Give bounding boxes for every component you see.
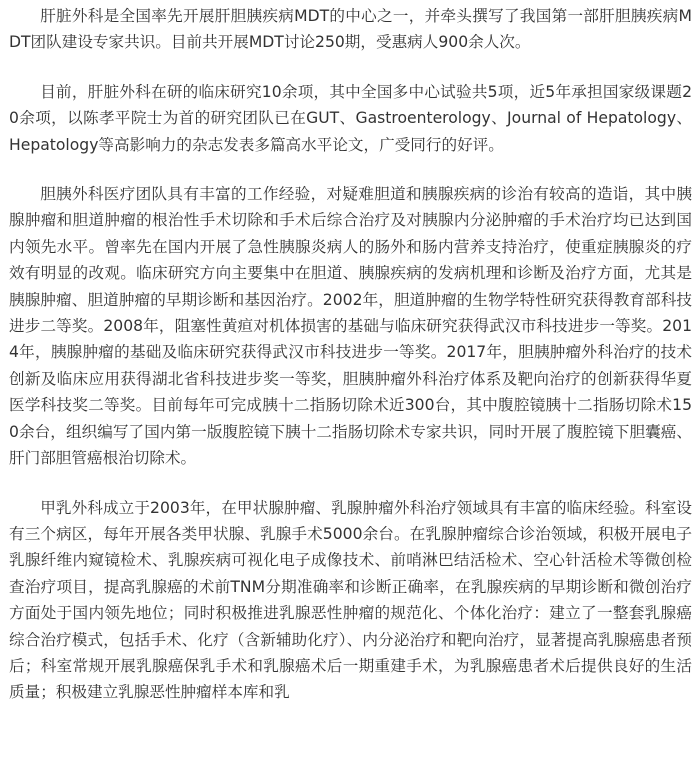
paragraph-thyroid-breast-surgery: 甲乳外科成立于2003年，在甲状腺肿瘤、乳腺肿瘤外科治疗领域具有丰富的临床经验。科室设有三个病区，每年开展各类甲状腺、乳腺手术5000余台。在乳腺肿瘤综合诊治领域，积极开展电子乳腺纤维内窥镜检术、乳腺疾病可视化电子成像技术、前哨淋巴结活检术、空心针活检术等微创检查治疗项目，提高乳腺癌的术前TNM分期准确率和诊断正确率，在乳腺疾病的早期诊断和微创治疗方面处于国内领先地位；同时积极推进乳腺恶性肿瘤的规范化、个体化治疗：建立了一整套乳腺癌综合治疗模式，包括手术、化疗（含新辅助化疗）、内分泌治疗和靶向治疗，显著提高乳腺癌患者预后；科室常规开展乳腺癌保乳手术和乳腺癌术后一期重建手术，为乳腺癌患者术后提供良好的生活质量；积极建立乳腺恶性肿瘤样本库和乳 xyxy=(9,498,692,702)
paragraph-liver-surgery-research: 目前，肝脏外科在研的临床研究10余项，其中全国多中心试验共5项，近5年承担国家级课题20余项，以陈孝平院士为首的研究团队已在GUT、Gastroenterology、Journal of Hepatology、Hepatology等高影响力的杂志发表多篇高水平论文，广受同行的好评。 xyxy=(9,82,692,154)
paragraph-biliary-pancreatic-surgery: 胆胰外科医疗团队具有丰富的工作经验，对疑难胆道和胰腺疾病的诊治有较高的造诣，其中胰腺肿瘤和胆道肿瘤的根治性手术切除和手术后综合治疗及对胰腺内分泌肿瘤的手术治疗均已达到国内领先水平。曾率先在国内开展了急性胰腺炎病人的肠外和肠内营养支持治疗，使重症胰腺炎的疗效有明显的改观。临床研究方向主要集中在胆道、胰腺疾病的发病机理和诊断及治疗方面，尤其是胰腺肿瘤、胆道肿瘤的早期诊断和基因治疗。2002年，胆道肿瘤的生物学特性研究获得教育部科技进步二等奖。2008年，阻塞性黄疸对机体损害的基础与临床研究获得武汉市科技进步一等奖。2014年，胰腺肿瘤的基础及临床研究获得武汉市科技进步一等奖。2017年，胆胰肿瘤外科治疗的技术创新及临床应用获得湖北省科技进步奖一等奖，胆胰肿瘤外科治疗体系及靶向治疗的创新获得华夏医学科技奖二等奖。目前每年可完成胰十二指肠切除术近300台，其中腹腔镜胰十二指肠切除术150余台，组织编写了国内第一版腹腔镜下胰十二指肠切除术专家共识，同时开展了腹腔镜下胆囊癌、肝门部胆管癌根治切除术。 xyxy=(9,185,692,468)
article-body xyxy=(9,3,692,706)
paragraph-liver-surgery-mdt: 肝脏外科是全国率先开展肝胆胰疾病MDT的中心之一，并牵头撰写了我国第一部肝胆胰疾病MDT团队建设专家共识。目前共开展MDT讨论250期，受惠病人900余人次。 xyxy=(9,7,692,52)
